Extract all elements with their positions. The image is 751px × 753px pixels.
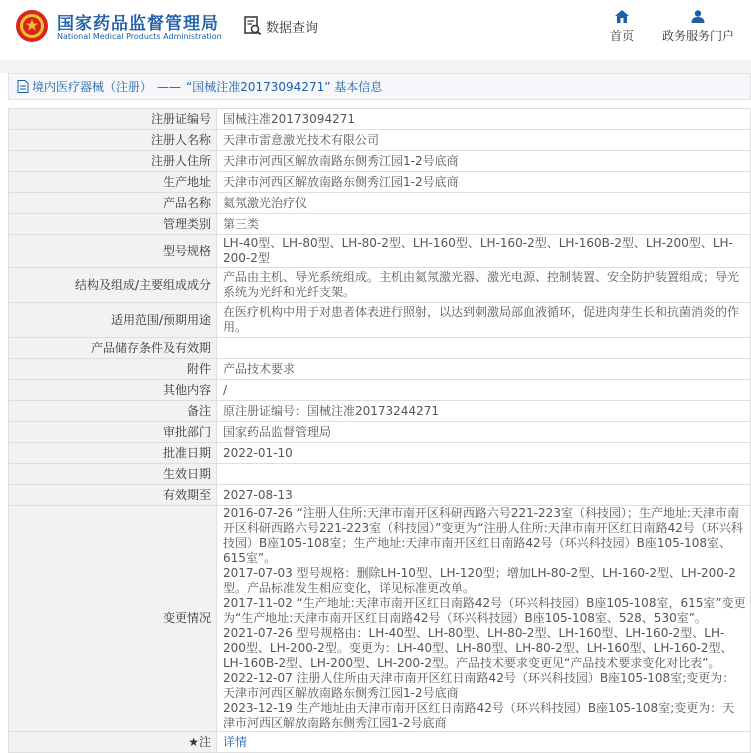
row-label: 适用范围/预期用途: [9, 303, 217, 338]
row-label: 其他内容: [9, 380, 217, 401]
table-row: [9, 359, 751, 380]
row-value: [217, 464, 751, 485]
nav-home[interactable]: [604, 10, 640, 44]
row-value: 第三类: [217, 214, 751, 235]
row-label: 变更情况: [9, 506, 217, 732]
row-value: 产品技术要求: [217, 359, 751, 380]
change-entry: 2016-07-26 “注册人住所:天津市南开区科研西路六号221-223室（科技园）；生产地址:天津市南开区科研西路六号221-223室（科技园）”变更为“注册人住所:天津市南开区红日南路42号（环兴科技园）B座105-108室；生产地址:天津市南开区红日南路42号（环兴科技园）B座105-108室、615室”。: [223, 506, 743, 565]
table-row: [9, 338, 751, 359]
table-row: [9, 172, 751, 193]
asterisk-icon: ★: [188, 734, 199, 749]
row-label: 型号规格: [9, 235, 217, 268]
site-logo-title[interactable]: 国家药品监督管理局: [57, 14, 219, 34]
row-label: [9, 732, 217, 753]
row-label: 有效期至: [9, 485, 217, 506]
note-label: 注: [198, 734, 211, 749]
table-row-changes: [9, 506, 751, 732]
row-value: 天津市河西区解放南路东侧秀江园1-2号底商: [217, 151, 751, 172]
row-value: LH-40型、LH-80型、LH-80-2型、LH-160型、LH-160-2型、LH-160B-2型、LH-200型、LH-200-2型: [217, 235, 751, 268]
row-value: 天津市雷意激光技术有限公司: [217, 130, 751, 151]
row-value: 产品由主机、导光系统组成。主机由氦氖激光器、激光电源、控制装置、安全防护装置组成；导光系统为光纤和光纤支架。: [217, 268, 751, 303]
row-label: 结构及组成/主要组成成分: [9, 268, 217, 303]
table-row: [9, 401, 751, 422]
table-row: [9, 193, 751, 214]
table-row: [9, 303, 751, 338]
data-query-link[interactable]: [244, 15, 318, 37]
table-row: [9, 151, 751, 172]
table-row: [9, 485, 751, 506]
row-value: [217, 338, 751, 359]
data-query-icon: [244, 16, 262, 36]
table-row: [9, 109, 751, 130]
change-history: [217, 506, 751, 732]
table-row: [9, 464, 751, 485]
table-row-note: [9, 732, 751, 753]
table-row: [9, 214, 751, 235]
breadcrumb: [8, 73, 751, 100]
detail-table: [8, 108, 751, 753]
row-value: 氦氖激光治疗仪: [217, 193, 751, 214]
row-value: 2027-08-13: [217, 485, 751, 506]
user-icon: [691, 10, 705, 23]
row-label: 生产地址: [9, 172, 217, 193]
row-label: 管理类别: [9, 214, 217, 235]
row-label: 备注: [9, 401, 217, 422]
row-label: 批准日期: [9, 443, 217, 464]
breadcrumb-category[interactable]: 境内医疗器械（注册）: [32, 80, 153, 94]
row-label: 生效日期: [9, 464, 217, 485]
change-entry: 2021-07-26 型号规格由：LH-40型、LH-80型、LH-80-2型、LH-160型、LH-160-2型、LH-200型、LH-200-2型。变更为：LH-40型、LH-80型、LH-80-2型、LH-160型、LH-160-2型、LH-160B-2型、LH-200型、LH-200-2型。产品技术要求变更见“产品技术要求变化对比表”。: [223, 626, 733, 670]
row-label: 审批部门: [9, 422, 217, 443]
change-entry: 2023-12-19 生产地址由天津市南开区红日南路42号（环兴科技园）B座105-108室;变更为：天津市河西区解放南路东侧秀江园1-2号底商: [223, 701, 735, 730]
breadcrumb-separator: ——: [157, 79, 182, 94]
site-header: [0, 0, 751, 60]
row-label: 产品名称: [9, 193, 217, 214]
site-logo-subtitle: National Medical Products Administration: [57, 32, 222, 41]
table-row: [9, 268, 751, 303]
row-value: 原注册证编号：国械注准20173244271: [217, 401, 751, 422]
table-row: [9, 235, 751, 268]
table-row: [9, 443, 751, 464]
row-label: 注册人名称: [9, 130, 217, 151]
row-label: 注册人住所: [9, 151, 217, 172]
table-row: [9, 380, 751, 401]
home-icon: [615, 10, 629, 23]
row-value: 国家药品监督管理局: [217, 422, 751, 443]
document-icon: [17, 80, 29, 93]
table-row: [9, 130, 751, 151]
details-link[interactable]: 详情: [223, 734, 248, 749]
row-value: [217, 732, 751, 753]
row-label: 注册证编号: [9, 109, 217, 130]
row-label: 附件: [9, 359, 217, 380]
nav-home-label: 首页: [609, 29, 634, 43]
row-value: 国械注准20173094271: [217, 109, 751, 130]
nav-gov-label: 政务服务门户: [661, 29, 734, 43]
row-value: 天津市河西区解放南路东侧秀江园1-2号底商: [217, 172, 751, 193]
change-entry: 2022-12-07 注册人住所由天津市南开区红日南路42号（环兴科技园）B座105-108室;变更为：天津市河西区解放南路东侧秀江园1-2号底商: [223, 671, 735, 700]
row-value: 2022-01-10: [217, 443, 751, 464]
table-row: [9, 422, 751, 443]
national-emblem-icon: [15, 9, 49, 43]
data-query-label: 数据查询: [266, 20, 319, 36]
nav-gov-portal[interactable]: [654, 10, 742, 44]
change-entry: 2017-11-02 “生产地址:天津市南开区红日南路42号（环兴科技园）B座105-108室，615室”变更为“生产地址:天津市南开区红日南路42号（环兴科技园）B座105-108室、528、530室”。: [223, 596, 746, 625]
change-entry: 2017-07-03 型号规格：删除LH-10型、LH-120型；增加LH-80-2型、LH-160-2型、LH-200-2型。产品标准发生相应变化，详见标准更改单。: [223, 566, 736, 595]
header-divider: [0, 60, 751, 73]
row-value: 在医疗机构中用于对患者体表进行照射，以达到刺激局部血液循环，促进肉芽生长和抗菌消炎的作用。: [217, 303, 751, 338]
row-value: /: [217, 380, 751, 401]
row-label: 产品储存条件及有效期: [9, 338, 217, 359]
page-title: “国械注准20173094271” 基本信息: [186, 80, 383, 94]
